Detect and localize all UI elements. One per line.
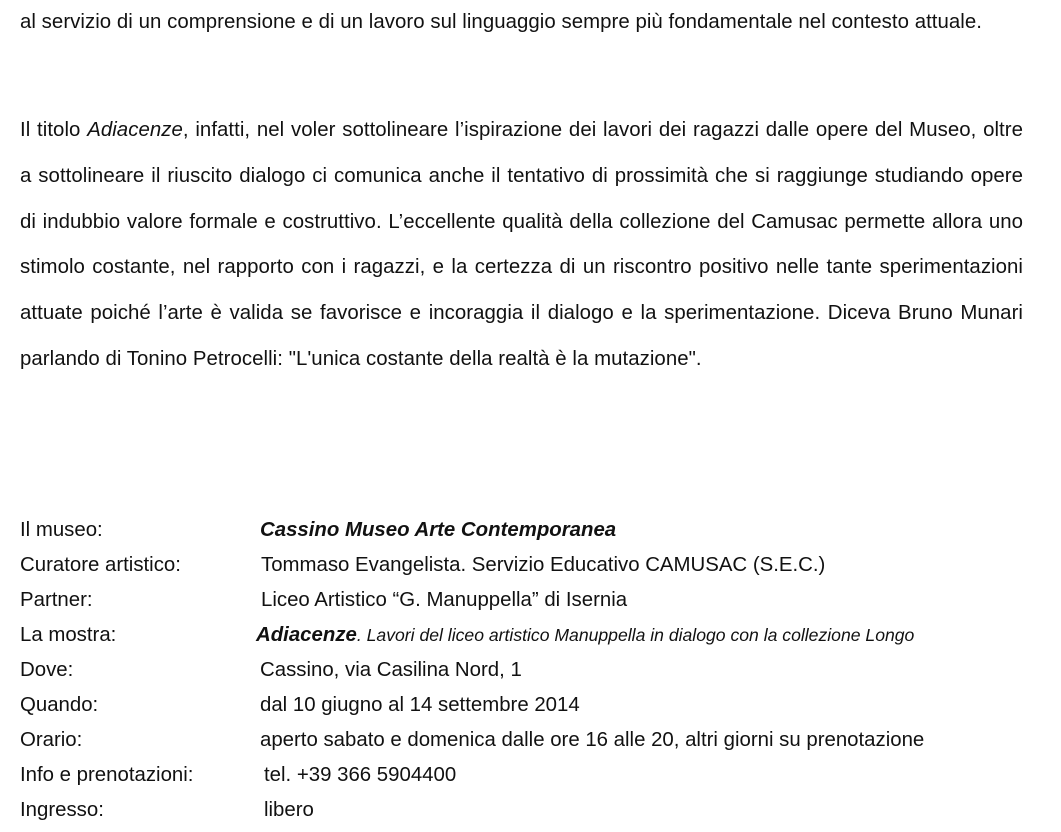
info-value-prenotazioni: tel. +39 366 5904400 bbox=[264, 764, 457, 786]
info-label-prenotazioni: Info e prenotazioni: bbox=[20, 764, 194, 786]
exhibition-title-inline: Adiacenze bbox=[87, 119, 183, 141]
info-value-quando: dal 10 giugno al 14 settembre 2014 bbox=[260, 694, 580, 716]
exhibition-info-table bbox=[20, 513, 1023, 828]
info-row-partner bbox=[20, 583, 1023, 618]
info-value-partner: Liceo Artistico “G. Manuppella” di Isernia bbox=[261, 589, 628, 611]
exhibition-title: Adiacenze bbox=[256, 624, 357, 646]
exhibition-description: . Lavori del liceo artistico Manuppella in dialogo con la collezione Longo bbox=[356, 625, 915, 645]
info-row-orario bbox=[20, 723, 1023, 758]
paragraph-adiacenze-lead: Il titolo bbox=[20, 119, 88, 141]
info-value-museo: Cassino Museo Arte Contemporanea bbox=[260, 519, 617, 541]
paragraph-adiacenze-body: , infatti, nel voler sottolineare l’ispirazione dei lavori dei ragazzi dalle opere del Museo, oltre a sottolineare il riuscito dialogo ci comunica anche il tentativo di prossimità che si raggiunge studiando opere di indubbio valore formale e costruttivo. L’eccellente qualità della collezione del Camusac permette allora uno stimolo costante, nel rapporto con i ragazzi, e la certezza di un riscontro positivo nelle tante sperimentazioni attuate poiché l’arte è valida se favorisce e incoraggia il dialogo e la sperimentazione. Diceva Bruno Munari parlando di Tonino Petrocelli: "L'unica costante della realtà è la mutazione". bbox=[20, 119, 1023, 370]
paragraph-adiacenze bbox=[20, 108, 1023, 383]
info-label-museo: Il museo: bbox=[20, 519, 103, 541]
info-value-curatore: Tommaso Evangelista. Servizio Educativo CAMUSAC (S.E.C.) bbox=[261, 554, 826, 576]
info-value-mostra bbox=[256, 618, 914, 653]
info-value-ingresso: libero bbox=[264, 799, 314, 821]
paragraph-intro-end: al servizio di un comprensione e di un lavoro sul linguaggio sempre più fondamentale nel contesto attuale. bbox=[20, 11, 982, 33]
info-label-ingresso: Ingresso: bbox=[20, 799, 104, 821]
info-value-dove: Cassino, via Casilina Nord, 1 bbox=[260, 659, 522, 681]
info-label-partner: Partner: bbox=[20, 589, 93, 611]
info-row-curatore bbox=[20, 548, 1023, 583]
info-value-orario: aperto sabato e domenica dalle ore 16 alle 20, altri giorni su prenotazione bbox=[260, 729, 925, 751]
info-row-mostra bbox=[20, 618, 1023, 653]
info-row-ingresso bbox=[20, 793, 1023, 828]
info-label-dove: Dove: bbox=[20, 659, 74, 681]
info-row-quando bbox=[20, 688, 1023, 723]
info-row-museo bbox=[20, 513, 1023, 548]
info-row-dove bbox=[20, 653, 1023, 688]
info-label-quando: Quando: bbox=[20, 694, 99, 716]
info-label-orario: Orario: bbox=[20, 729, 83, 751]
info-label-mostra: La mostra: bbox=[20, 624, 117, 646]
info-row-prenotazioni bbox=[20, 758, 1023, 793]
info-label-curatore: Curatore artistico: bbox=[20, 554, 181, 576]
